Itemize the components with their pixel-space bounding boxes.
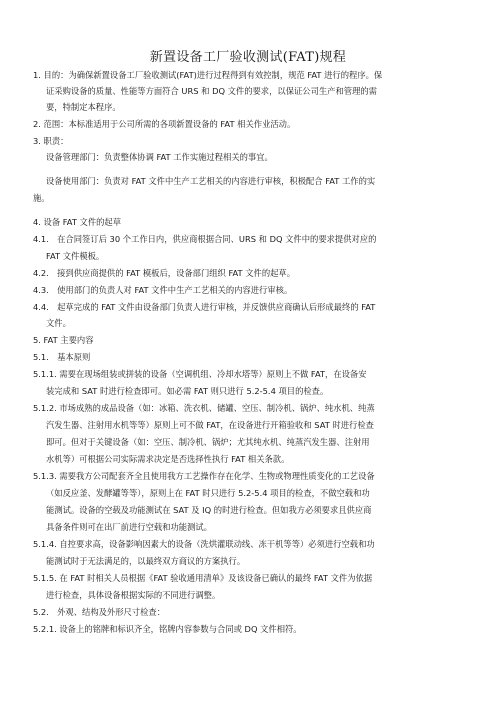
item-5-1-1-line-1: 5.1.1. 需要在现场组装或拼装的设备（空调机组、冷却水塔等）原则上不做 FAT，在设备安: [33, 369, 367, 379]
item-4-4-line-1: 4.4. 起草完成的 FAT 文件由设备部门负责人进行审核，并反馈供应商确认后形成最终的 FAT: [33, 302, 376, 312]
item-5-1-5-line-1: 5.1.5. 在 FAT 时相关人员根据《FAT 验收通用清单》及该设备已确认的最终 FAT 文件为依据: [33, 573, 373, 583]
item-5-1-5-line-2: 进行检查，具体设备根据实际的不同进行调整。: [46, 590, 221, 600]
item-4-1-line-1: 4.1. 在合同签订后 30 个工作日内，供应商根据合同、URS 和 DQ 文件中的要求提供对应的: [33, 234, 377, 244]
purpose-line-2: 证采购设备的质量、性能等方面符合 URS 和 DQ 文件的要求，以保证公司生产和管理的需: [46, 86, 377, 96]
item-5-1-heading: 5.1. 基本原则: [33, 352, 91, 362]
purpose-line-1: 1. 目的：为确保新置设备工厂验收测试(FAT)进行过程得到有效控制，规范 FAT 进行的程序。保: [33, 70, 383, 80]
item-5-1-3-line-3: 能测试。设备的空载及功能测试在 SAT 及 IQ 的时进行检查。但如我方必须要求且供应商: [46, 505, 372, 515]
item-5-1-2-line-4: 水机等）可根据公司实际需求决定是否选择性执行 FAT 相关条款。: [46, 454, 290, 464]
item-5-1-3-line-1: 5.1.3. 需要我方公司配套齐全且使用我方工艺操作存在化学、生物或物理性质变化的工艺设备: [33, 471, 375, 481]
item-5-1-2-line-1: 5.1.2. 市场成熟的成品设备（如：冰箱、洗衣机、储罐、空压、制冷机、锅炉、纯水机、纯蒸: [33, 403, 375, 413]
item-5-1-3-line-4: 具备条件则可在出厂前进行空载和功能测试。: [46, 522, 212, 532]
item-5-1-2-line-2: 汽发生器、注射用水机等等）原则上可不做 FAT，在设备进行开箱验收和 SAT 时进行检查: [46, 420, 374, 430]
item-5-2-heading: 5.2. 外观、结构及外形尺寸检查：: [33, 607, 165, 617]
responsibility-equipment-dept: 设备管理部门：负责整体协调 FAT 工作实施过程相关的事宜。: [46, 152, 273, 162]
item-4-3: 4.3. 使用部门的负责人对 FAT 文件中生产工艺相关的内容进行审核。: [33, 285, 293, 295]
scope-line: 2. 范围：本标准适用于公司所需的各项新置设备的 FAT 相关作业活动。: [33, 119, 296, 129]
item-4-1-line-2: FAT 文件模板。: [46, 251, 105, 261]
item-5-1-1-line-2: 装完成和 SAT 时进行检查即可。如必需 FAT 则只进行 5.2-5.4 项目的检查。: [46, 386, 329, 396]
item-5-1-3-line-2: （如反应釜、发酵罐等等），原则上在 FAT 时只进行 5.2-5.4 项目的检查，不做空载和功: [46, 488, 370, 498]
item-4-4-line-2: 文件。: [46, 318, 71, 328]
section-4-heading: 4. 设备 FAT 文件的起草: [33, 217, 122, 227]
responsibility-user-dept-line-2: 施。: [33, 193, 50, 203]
responsibility-user-dept-line-1: 设备使用部门：负责对 FAT 文件中生产工艺相关的内容进行审核，积极配合 FAT 工作的实: [46, 176, 376, 186]
document-title: 新置设备工厂验收测试(FAT)规程: [149, 50, 347, 65]
item-5-1-4-line-2: 能测试时于无法满足的，以最终双方商议的方案执行。: [46, 556, 246, 566]
responsibility-heading: 3. 职责：: [33, 136, 69, 146]
item-5-1-2-line-3: 即可。但对于关键设备（如：空压、制冷机、锅炉；尤其纯水机、纯蒸汽发生器、注射用: [46, 437, 370, 447]
purpose-line-3: 要，特制定本程序。: [46, 102, 121, 112]
item-4-2: 4.2. 接到供应商提供的 FAT 模板后，设备部门组织 FAT 文件的起草。: [33, 268, 296, 278]
item-5-1-4-line-1: 5.1.4. 自控要求高，设备影响因素大的设备（洗烘灌联动线、冻干机等等）必须进行空载和功: [33, 539, 375, 549]
item-5-2-1: 5.2.1. 设备上的铭牌和标识齐全，铭牌内容参数与合同或 DQ 文件相符。: [33, 624, 302, 634]
section-5-heading: 5. FAT 主要内容: [33, 335, 94, 345]
